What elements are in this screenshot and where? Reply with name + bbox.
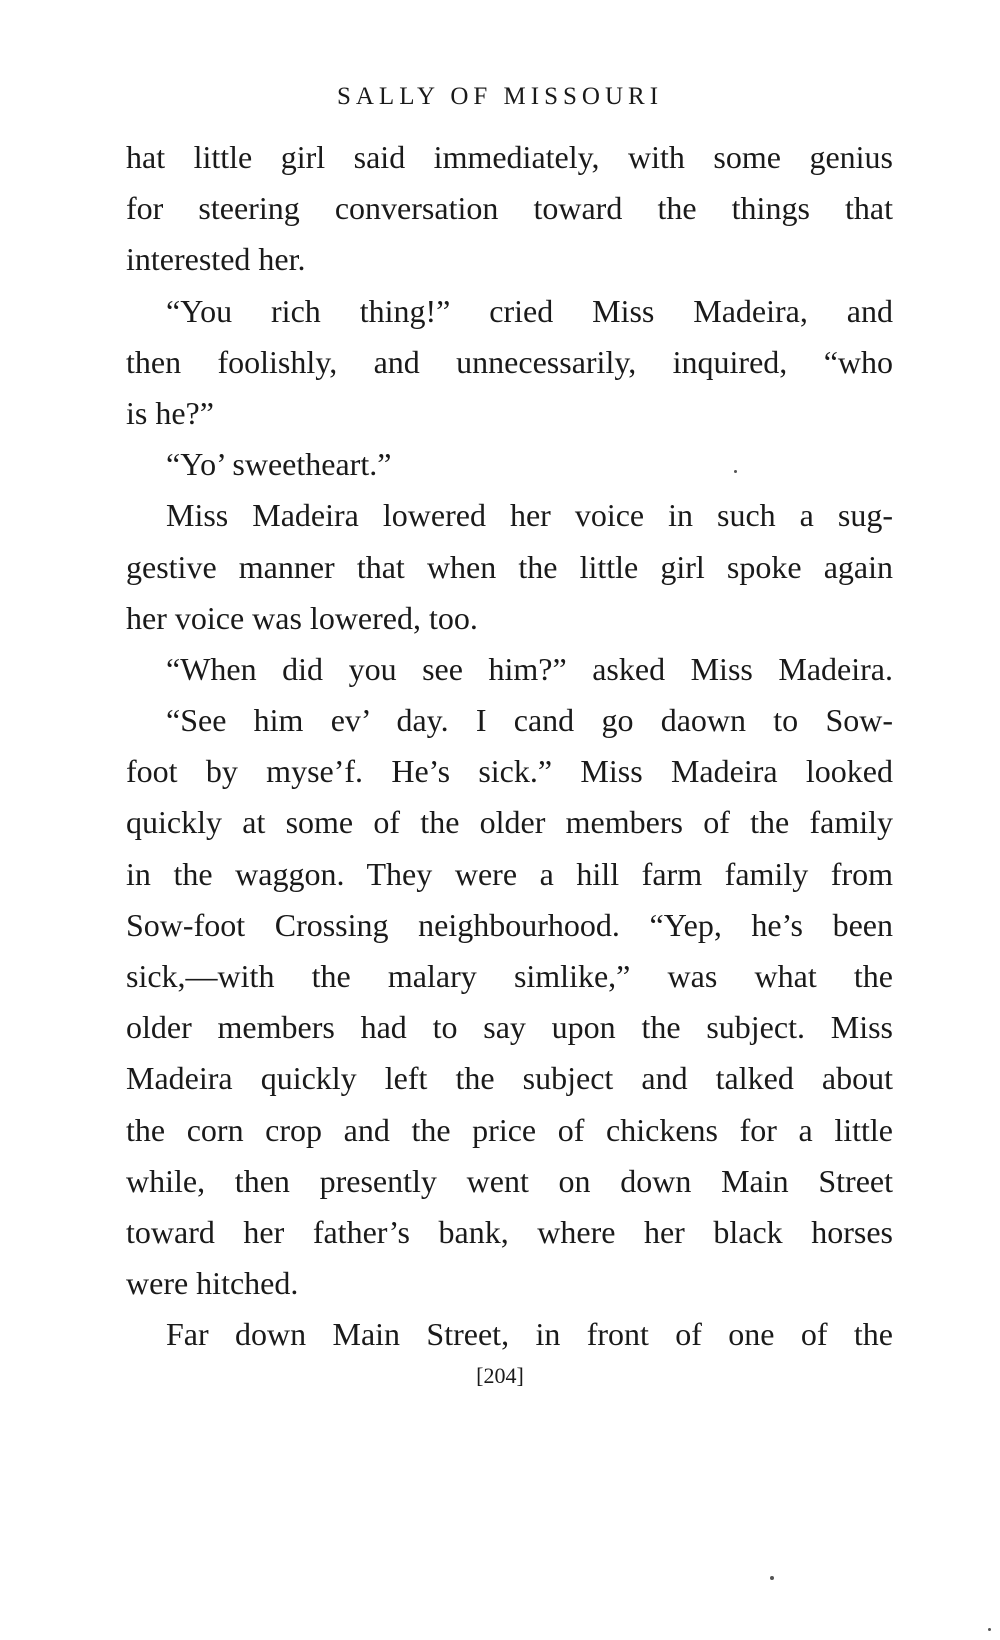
text-line: hat little girl said immediately, with some genius bbox=[126, 139, 893, 175]
text-line: “Yo’ sweetheart.” bbox=[166, 446, 392, 483]
text-line: foot by myse’f. He’s sick.” Miss Madeira looked bbox=[126, 753, 893, 790]
text-line: for steering conversation toward the things that bbox=[126, 190, 893, 227]
text-line: Far down Main Street, in front of one of the bbox=[166, 1316, 893, 1353]
text-line: were hitched. bbox=[126, 1265, 299, 1302]
text-line: “When did you see him?” asked Miss Madeira. bbox=[166, 650, 893, 687]
text-line: then foolishly, and unnecessarily, inquired, “who bbox=[126, 343, 893, 380]
text-line: sick,—with the malary simlike,” was what the bbox=[126, 958, 893, 994]
text-line: toward her father’s bank, where her black horses bbox=[126, 1213, 893, 1250]
text-line: in the waggon. They were a hill farm family from bbox=[126, 855, 893, 892]
text-line: “See him ev’ day. I cand go daown to Sow- bbox=[166, 702, 893, 739]
page-number: [204] bbox=[476, 1363, 524, 1388]
text-line: Miss Madeira lowered her voice in such a sug- bbox=[166, 497, 893, 534]
text-line: older members had to say upon the subject. Miss bbox=[126, 1009, 893, 1046]
text-line: is he?” bbox=[126, 394, 214, 431]
text-line: interested her. bbox=[126, 241, 306, 278]
text-line: quickly at some of the older members of the family bbox=[126, 804, 893, 841]
running-title: SALLY OF MISSOURI bbox=[336, 83, 664, 110]
body-text bbox=[126, 132, 893, 1361]
text-line: “You rich thing!” cried Miss Madeira, and bbox=[166, 292, 893, 329]
text-line: while, then presently went on down Main Street bbox=[126, 1162, 893, 1199]
text-line: gestive manner that when the little girl spoke again bbox=[126, 548, 893, 585]
text-line: her voice was lowered, too. bbox=[126, 599, 478, 636]
paper-speck bbox=[988, 1628, 991, 1631]
paper-speck bbox=[770, 1576, 774, 1580]
paper-speck bbox=[734, 470, 737, 473]
text-line: the corn crop and the price of chickens for a little bbox=[126, 1111, 893, 1148]
text-line: Sow-foot Crossing neighbourhood. “Yep, he’s been bbox=[126, 906, 893, 943]
text-line: Madeira quickly left the subject and talked about bbox=[126, 1060, 893, 1097]
